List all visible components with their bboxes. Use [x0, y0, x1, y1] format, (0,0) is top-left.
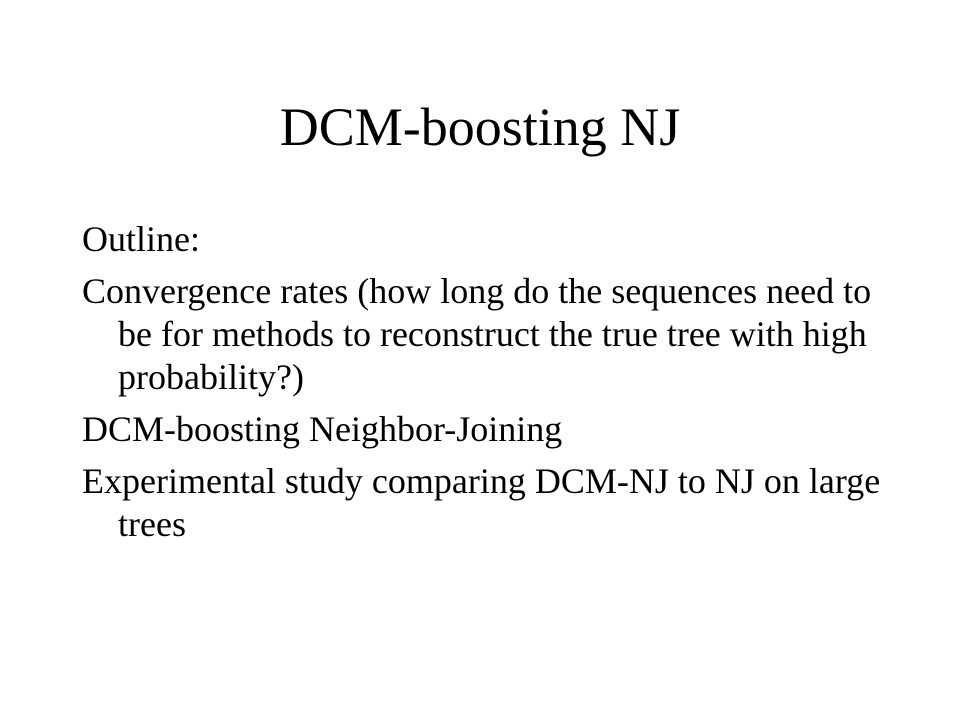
outline-item-experimental-study: Experimental study comparing DCM-NJ to NJ on large trees — [82, 461, 881, 544]
outline-item-dcm-boosting-nj: DCM-boosting Neighbor-Joining — [82, 409, 563, 449]
outline-item-convergence-rates: Convergence rates (how long do the sequences need to be for methods to reconstruct the true tree with high probability?) — [82, 271, 872, 397]
slide-title: DCM-boosting NJ — [279, 97, 681, 157]
slide-body — [82, 218, 902, 555]
outline-heading: Outline: — [82, 219, 200, 259]
